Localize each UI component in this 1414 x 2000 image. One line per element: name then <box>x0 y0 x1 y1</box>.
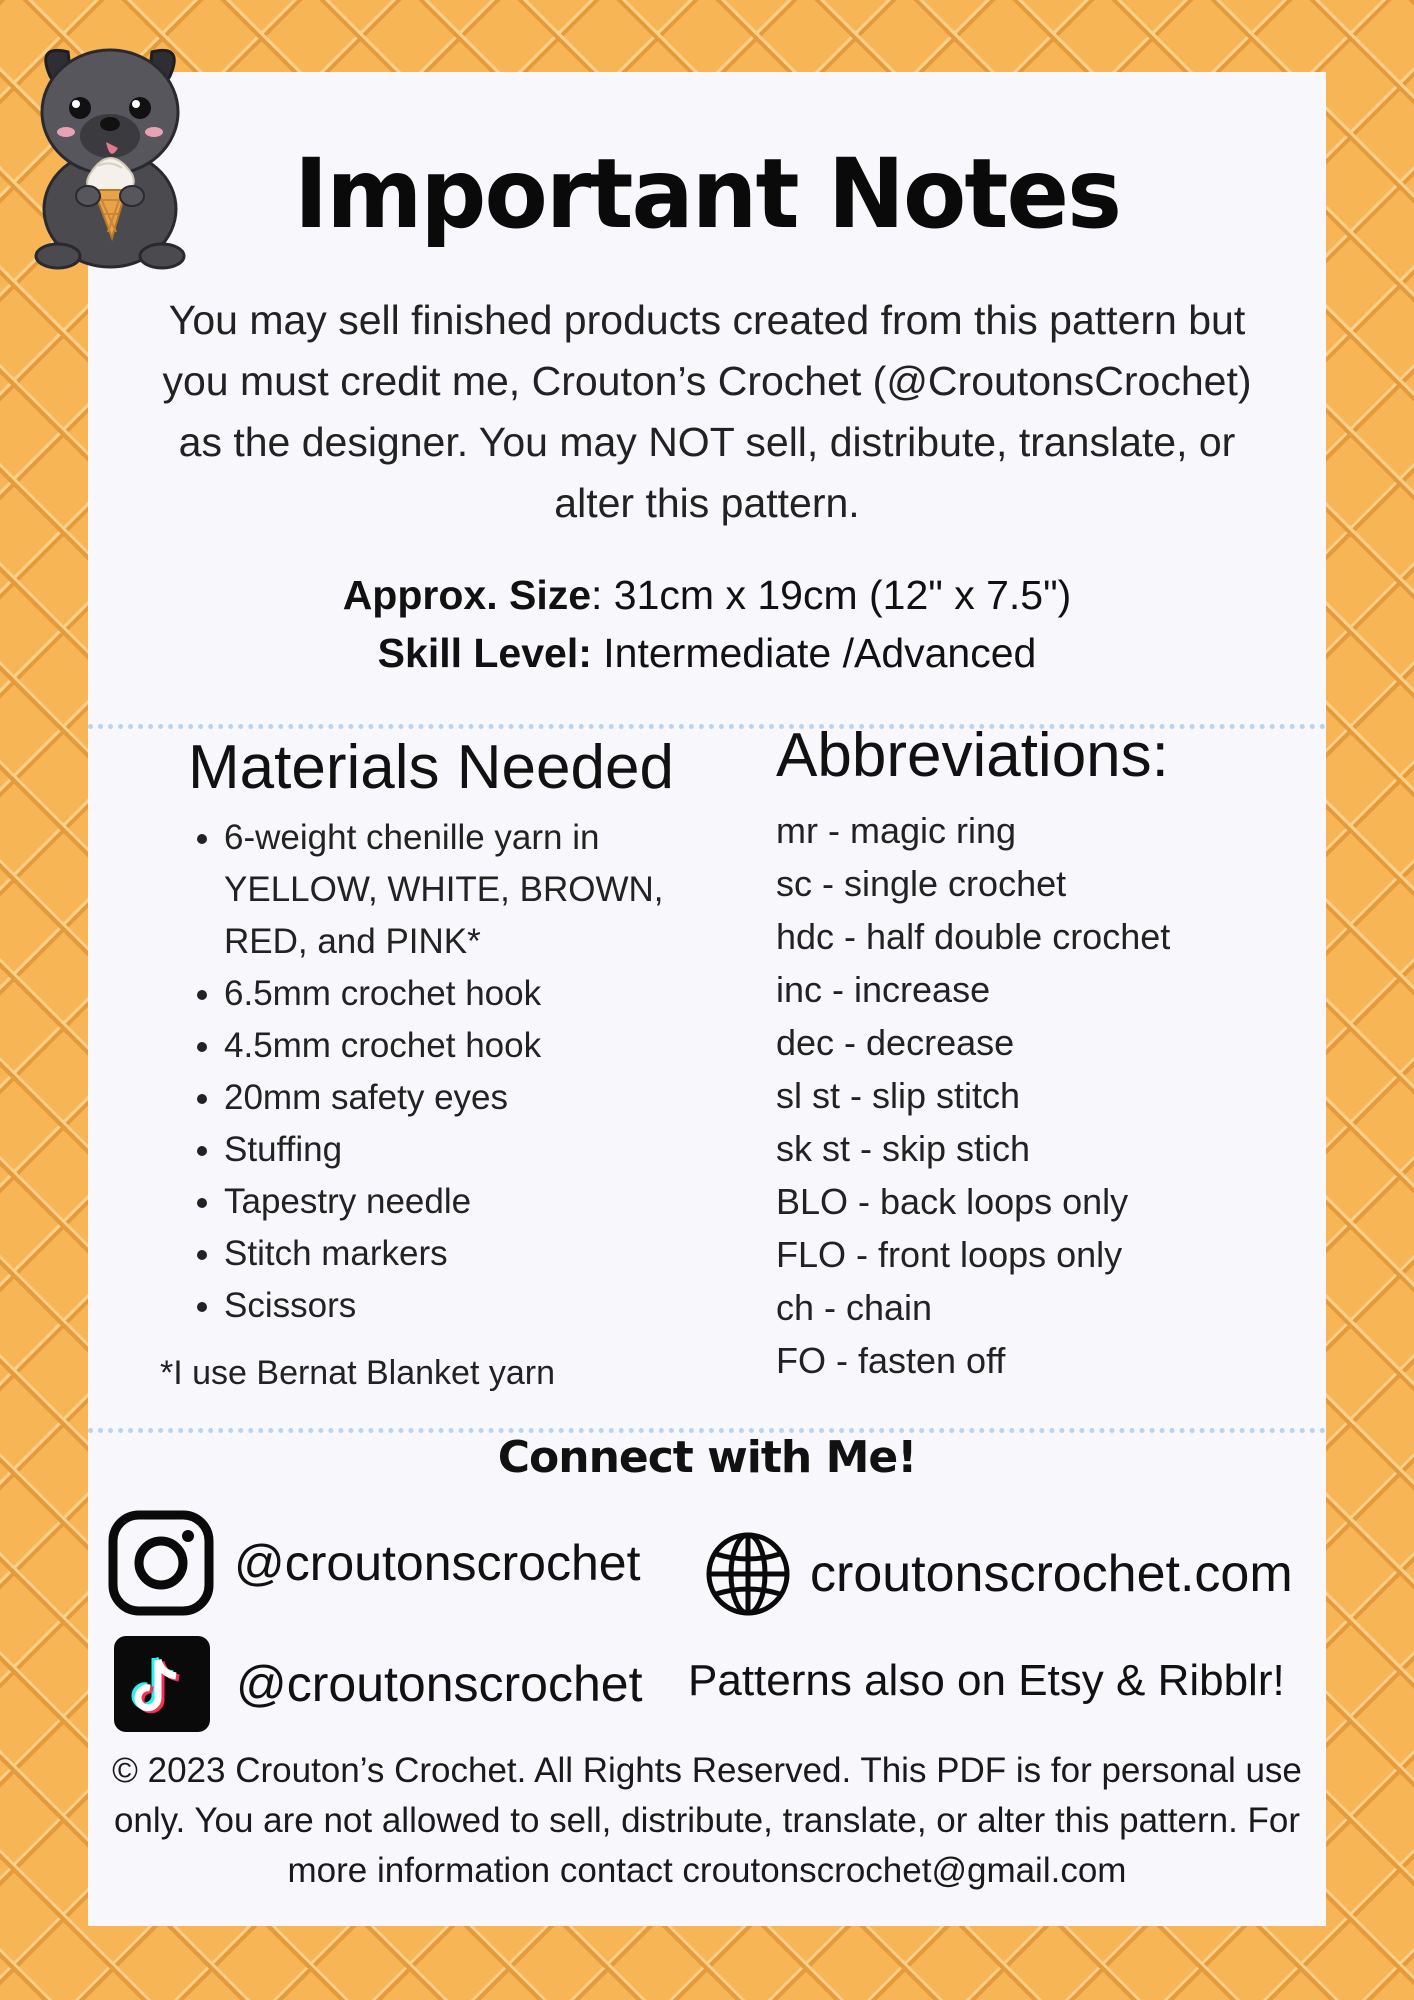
materials-heading: Materials Needed <box>188 733 674 802</box>
list-item: • Tapestry needle <box>224 1176 694 1228</box>
etsy-ribblr-note: Patterns also on Etsy & Ribblr! <box>688 1656 1285 1705</box>
pattern-specs <box>88 566 1326 682</box>
skill-label: Skill Level: <box>377 630 592 676</box>
list-item: • Stitch markers <box>224 1228 694 1280</box>
yarn-footnote: *I use Bernat Blanket yarn <box>160 1354 556 1392</box>
instagram-row[interactable] <box>108 1510 641 1616</box>
list-item: • 6.5mm crochet hook <box>224 968 694 1020</box>
instagram-icon <box>108 1510 214 1616</box>
website-link[interactable]: croutonscrochet.com <box>810 1545 1293 1603</box>
list-item: dec - decrease <box>776 1022 1015 1063</box>
website-row[interactable] <box>704 1530 1293 1618</box>
connect-heading: Connect with Me! <box>497 1432 917 1483</box>
list-item: ch - chain <box>776 1287 933 1328</box>
abbreviations-list <box>776 804 1170 1387</box>
tiktok-row[interactable] <box>114 1636 643 1732</box>
abbreviations-heading: Abbreviations: <box>776 721 1169 790</box>
list-item: sl st - slip stitch <box>776 1075 1021 1116</box>
list-item: sc - single crochet <box>776 863 1067 904</box>
list-item: • 20mm safety eyes <box>224 1072 694 1124</box>
list-item: sk st - skip stich <box>776 1128 1031 1169</box>
list-item: FO - fasten off <box>776 1340 1006 1381</box>
size-value: : 31cm x 19cm (12" x 7.5") <box>591 572 1072 618</box>
list-item: FLO - front loops only <box>776 1234 1123 1275</box>
tiktok-icon <box>114 1636 210 1732</box>
size-label: Approx. Size <box>342 572 592 618</box>
list-item: mr - magic ring <box>776 810 1017 851</box>
list-item: • Stuffing <box>224 1124 694 1176</box>
list-item: • Scissors <box>224 1280 694 1332</box>
materials-list <box>188 812 694 1332</box>
tiktok-handle[interactable]: @croutonscrochet <box>236 1656 643 1712</box>
usage-notice: You may sell finished products created from this pattern but you must credit me, Crouton’s Crochet (@CroutonsCrochet) as the designer. You may NOT sell, distribute, translate, or alter this pattern. <box>162 297 1252 526</box>
list-item: • 4.5mm crochet hook <box>224 1020 694 1072</box>
instagram-handle[interactable]: @croutonscrochet <box>234 1535 641 1591</box>
list-item: BLO - back loops only <box>776 1181 1129 1222</box>
list-item: inc - increase <box>776 969 991 1010</box>
list-item: hdc - half double crochet <box>776 916 1171 957</box>
copyright-notice: © 2023 Crouton’s Crochet. All Rights Reserved. This PDF is for personal use only. You are not allowed to sell, distribute, translate, or alter this pattern. For more information contact croutonscrochet@gmail.com <box>112 1751 1302 1890</box>
size-line <box>88 566 1326 624</box>
skill-value: Intermediate /Advanced <box>591 630 1037 676</box>
list-item: • 6-weight chenille yarn in YELLOW, WHITE, BROWN, RED, and PINK* <box>224 812 694 968</box>
skill-line <box>88 624 1326 682</box>
page-title: Important Notes <box>293 138 1121 250</box>
globe-icon <box>704 1530 792 1618</box>
